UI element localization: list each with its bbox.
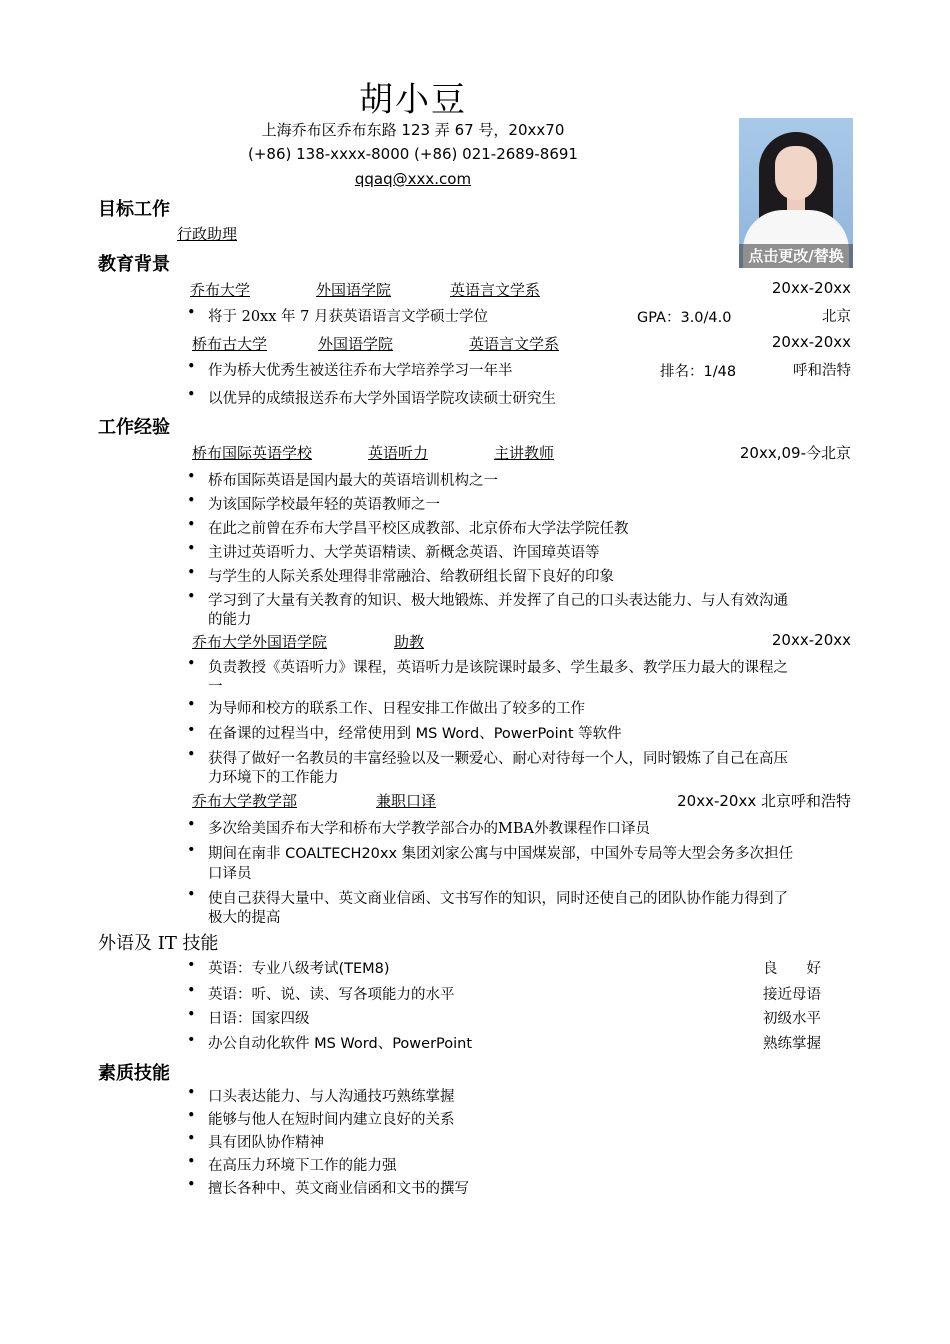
list-item: • 负责教授《英语听力》课程，英语听力是该院课时最多、学生最多、教学压力最大的课程之 (187, 656, 788, 676)
section-title-work: 工作经验 (98, 417, 170, 438)
edu1-school: 乔布大学 (190, 281, 251, 299)
section-title-education: 教育背景 (98, 254, 170, 275)
list-item: • 获得了做好一名教员的丰富经验以及一颗爱心、耐心对待每一个人，同时锻炼了自己在高压 (187, 747, 788, 767)
list-item: • 为导师和校方的联系工作、日程安排工作做出了较多的工作 (187, 697, 585, 717)
section-title-qualities: 素质技能 (98, 1063, 170, 1084)
job3-org: 乔布大学教学部 (192, 792, 298, 810)
list-item: • 为该国际学校最年轻的英语教师之一 (187, 493, 440, 513)
list-item: • 擅长各种中、英文商业信函和文书的撰写 (187, 1177, 469, 1197)
edu1-gpa: GPA：3.0/4.0 (637, 310, 732, 326)
edu2-school: 桥布古大学 (192, 335, 268, 353)
skill-level: 熟练掌握 (763, 1036, 821, 1052)
list-item-continuation: 极大的提高 (208, 910, 281, 926)
skill-level: 接近母语 (763, 987, 821, 1003)
list-item: • 主讲过英语听力、大学英语精读、新概念英语、许国璋英语等 (187, 541, 600, 561)
list-item: • 桥布国际英语是国内最大的英语培训机构之一 (187, 469, 498, 489)
change-photo-label[interactable]: 点击更改/替换 (739, 244, 853, 268)
list-item-continuation: 力环境下的工作能力 (208, 770, 339, 786)
job3-date: 20xx-20xx 北京呼和浩特 (677, 792, 851, 810)
list-item: • 办公自动化软件 MS Word、PowerPoint (187, 1032, 473, 1052)
list-item: • 期间在南非 COALTECH20xx 集团刘家公寓与中国煤炭部，中国外专局等大型会务多次担任 (187, 842, 794, 862)
list-item: • 英语：听、说、读、写各项能力的水平 (187, 983, 455, 1003)
section-title-objective: 目标工作 (98, 199, 170, 220)
list-item-continuation: 一 (208, 679, 223, 695)
phone-numbers: (+86) 138-xxxx-8000 (+86) 021-2689-8691 (248, 145, 578, 163)
edu1-college: 外国语学院 (316, 281, 392, 299)
list-item: • 以优异的成绩报送乔布大学外国语学院攻读硕士研究生 (187, 387, 556, 407)
edu2-major: 英语言文学系 (469, 335, 560, 353)
email-link[interactable]: qqaq@xxx.com (354, 170, 472, 188)
section-title-languages: 外语及 IT 技能 (98, 933, 219, 954)
list-item: • 使自己获得大量中、英文商业信函、文书写作的知识，同时还使自己的团队协作能力得到了 (187, 887, 788, 907)
skill-level: 初级水平 (763, 1011, 821, 1027)
list-item: • 作为桥大优秀生被送往乔布大学培养学习一年半 (187, 359, 513, 379)
list-item: • 学习到了大量有关教育的知识、极大地锻炼、并发挥了自己的口头表达能力、与人有效沟通 (187, 589, 788, 609)
address: 上海乔布区乔布东路 123 弄 67 号，20xx70 (261, 121, 565, 139)
list-item: • 日语：国家四级 (187, 1007, 310, 1027)
edu2-date: 20xx-20xx (771, 333, 851, 351)
job1-role: 主讲教师 (494, 444, 555, 462)
objective-position: 行政助理 (177, 225, 238, 243)
job1-org: 桥布国际英语学校 (192, 444, 313, 462)
list-item: • 能够与他人在短时间内建立良好的关系 (187, 1108, 455, 1128)
list-item: • 具有团队协作精神 (187, 1131, 324, 1151)
list-item-continuation: 的能力 (208, 612, 252, 628)
resume-name: 胡小豆 (359, 80, 467, 120)
profile-photo[interactable] (739, 118, 853, 268)
list-item: • 英语：专业八级考试(TEM8) (187, 957, 390, 977)
job1-dept: 英语听力 (368, 444, 429, 462)
edu1-major: 英语言文学系 (450, 281, 541, 299)
edu2-college: 外国语学院 (318, 335, 394, 353)
list-item: • 口头表达能力、与人沟通技巧熟练掌握 (187, 1085, 455, 1105)
job2-org: 乔布大学外国语学院 (192, 633, 328, 651)
list-item: • 将于 20xx 年 7 月获英语语言文学硕士学位 (187, 305, 488, 325)
job1-date: 20xx,09-今北京 (739, 444, 851, 462)
edu2-location: 呼和浩特 (793, 363, 851, 379)
list-item: • 多次给美国乔布大学和桥布大学教学部合办的MBA外教课程作口译员 (187, 817, 650, 837)
skill-level: 良 好 (763, 961, 821, 977)
job2-role: 助教 (394, 633, 425, 651)
photo-face (775, 146, 817, 200)
job3-role: 兼职口译 (376, 792, 437, 810)
list-item-continuation: 口译员 (208, 866, 252, 882)
job2-date: 20xx-20xx (771, 631, 851, 649)
list-item: • 在高压力环境下工作的能力强 (187, 1154, 397, 1174)
edu1-location: 北京 (822, 309, 851, 325)
edu2-rank: 排名：1/48 (660, 364, 737, 380)
list-item: • 在此之前曾在乔布大学昌平校区成教部、北京侨布大学法学院任教 (187, 517, 629, 537)
list-item: • 在备课的过程当中，经常使用到 MS Word、PowerPoint 等软件 (187, 722, 622, 742)
list-item: • 与学生的人际关系处理得非常融洽、给教研组长留下良好的印象 (187, 565, 614, 585)
edu1-date: 20xx-20xx (771, 279, 851, 297)
